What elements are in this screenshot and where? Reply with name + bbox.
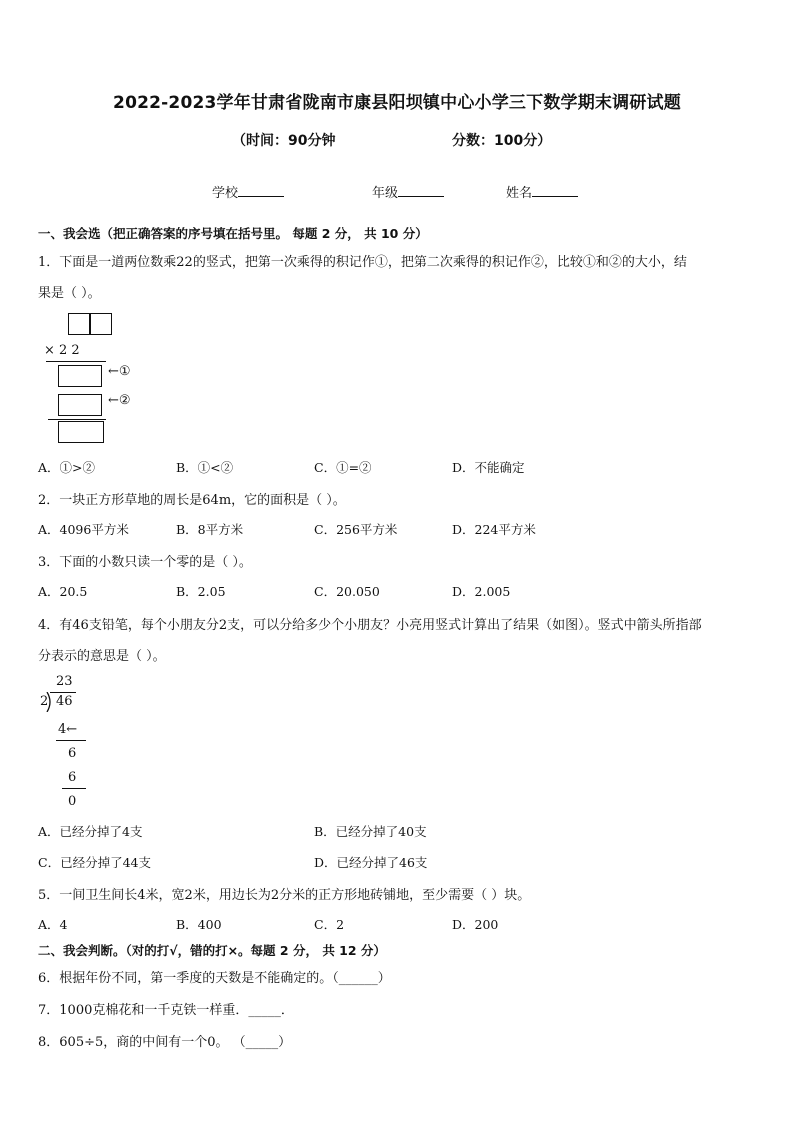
q3-option-b[interactable]: B．2.05	[176, 584, 226, 599]
q4-text-line2: 分表示的意思是（ ）。	[38, 649, 166, 664]
arrow-label-1: ←①	[108, 364, 131, 379]
school-field	[212, 182, 284, 201]
q8-text: 8．605÷5，商的中间有一个0。 （_____）	[38, 1035, 292, 1050]
q3-option-c[interactable]: C．20.050	[314, 584, 380, 599]
q2-text: 2．一块正方形草地的周长是64m，它的面积是（ ）。	[38, 493, 346, 508]
digit-box	[90, 313, 112, 335]
q1-option-a[interactable]: A．①>②	[38, 460, 96, 475]
remainder: 0	[68, 794, 77, 809]
name-blank[interactable]	[532, 184, 578, 197]
q3-option-d[interactable]: D．2.005	[452, 584, 511, 599]
exam-score: 分数：100分）	[452, 133, 552, 149]
name-label: 姓名	[506, 186, 533, 201]
q4-text-line1: 4．有46支铅笔，每个小朋友分2支，可以分给多少个小朋友？小亮用竖式计算出了结果（如图）。竖式中箭头所指部	[38, 618, 702, 633]
grade-label: 年级	[372, 186, 399, 201]
arrow-label-2: ←②	[108, 393, 131, 408]
q4-option-b[interactable]: B．已经分掉了40支	[314, 824, 427, 839]
q4-option-c[interactable]: C．已经分掉了44支	[38, 855, 151, 870]
q1-text-line2: 果是（ ）。	[38, 286, 101, 301]
step-product: 6	[68, 770, 77, 785]
quotient: 23	[56, 674, 73, 689]
q5-option-c[interactable]: C．2	[314, 917, 345, 932]
dividend: 46	[56, 694, 73, 709]
sum-box	[58, 421, 104, 443]
q5-text: 5．一间卫生间长4米，宽2米，用边长为2分米的正方形地砖铺地，至少需要（ ）块。	[38, 888, 531, 903]
grade-blank[interactable]	[398, 184, 444, 197]
step-bringdown: 6	[68, 746, 77, 761]
q2-option-a[interactable]: A．4096平方米	[38, 522, 129, 537]
q3-text: 3．下面的小数只读一个零的是（ ）。	[38, 555, 252, 570]
q5-option-b[interactable]: B．400	[176, 917, 222, 932]
section1-heading: 一、我会选（把正确答案的序号填在括号里。 每题 2 分， 共 10 分）	[38, 226, 428, 241]
school-label: 学校	[212, 186, 239, 201]
divisor: 2	[40, 694, 49, 709]
multiplier: × 2 2	[44, 343, 80, 358]
q6-text: 6．根据年份不同，第一季度的天数是不能确定的。（______）	[38, 971, 391, 986]
q2-option-c[interactable]: C．256平方米	[314, 522, 398, 537]
product-box-2	[58, 394, 102, 416]
rule-line	[62, 788, 86, 789]
digit-box	[68, 313, 90, 335]
grade-field	[372, 182, 444, 201]
rule-line	[56, 740, 86, 741]
q7-text: 7．1000克棉花和一千克铁一样重．_____．	[38, 1003, 294, 1018]
rule-line	[48, 419, 106, 420]
school-blank[interactable]	[238, 184, 284, 197]
q1-option-c[interactable]: C．①=②	[314, 460, 372, 475]
page-title: 2022-2023学年甘肃省陇南市康县阳坝镇中心小学三下数学期末调研试题	[113, 93, 681, 113]
name-field	[506, 182, 578, 201]
q5-option-d[interactable]: D．200	[452, 917, 499, 932]
section2-heading: 二、我会判断。（对的打√，错的打×。每题 2 分， 共 12 分）	[38, 943, 386, 958]
rule-line	[46, 361, 106, 362]
q4-option-a[interactable]: A．已经分掉了4支	[38, 824, 143, 839]
q2-option-b[interactable]: B．8平方米	[176, 522, 244, 537]
product-box-1	[58, 365, 102, 387]
q1-option-b[interactable]: B．①<②	[176, 460, 234, 475]
q1-option-d[interactable]: D．不能确定	[452, 460, 525, 475]
step-product-arrow: 4←	[58, 722, 78, 737]
q2-option-d[interactable]: D．224平方米	[452, 522, 536, 537]
q5-option-a[interactable]: A．4	[38, 917, 68, 932]
exam-time: （时间：90分钟	[232, 133, 336, 149]
q3-option-a[interactable]: A．20.5	[38, 584, 88, 599]
q1-text-line1: 1．下面是一道两位数乘22的竖式，把第一次乘得的积记作①，把第二次乘得的积记作②，比较①和②的大小，结	[38, 255, 687, 270]
division-bracket	[46, 692, 54, 712]
q4-option-d[interactable]: D．已经分掉了46支	[314, 855, 428, 870]
